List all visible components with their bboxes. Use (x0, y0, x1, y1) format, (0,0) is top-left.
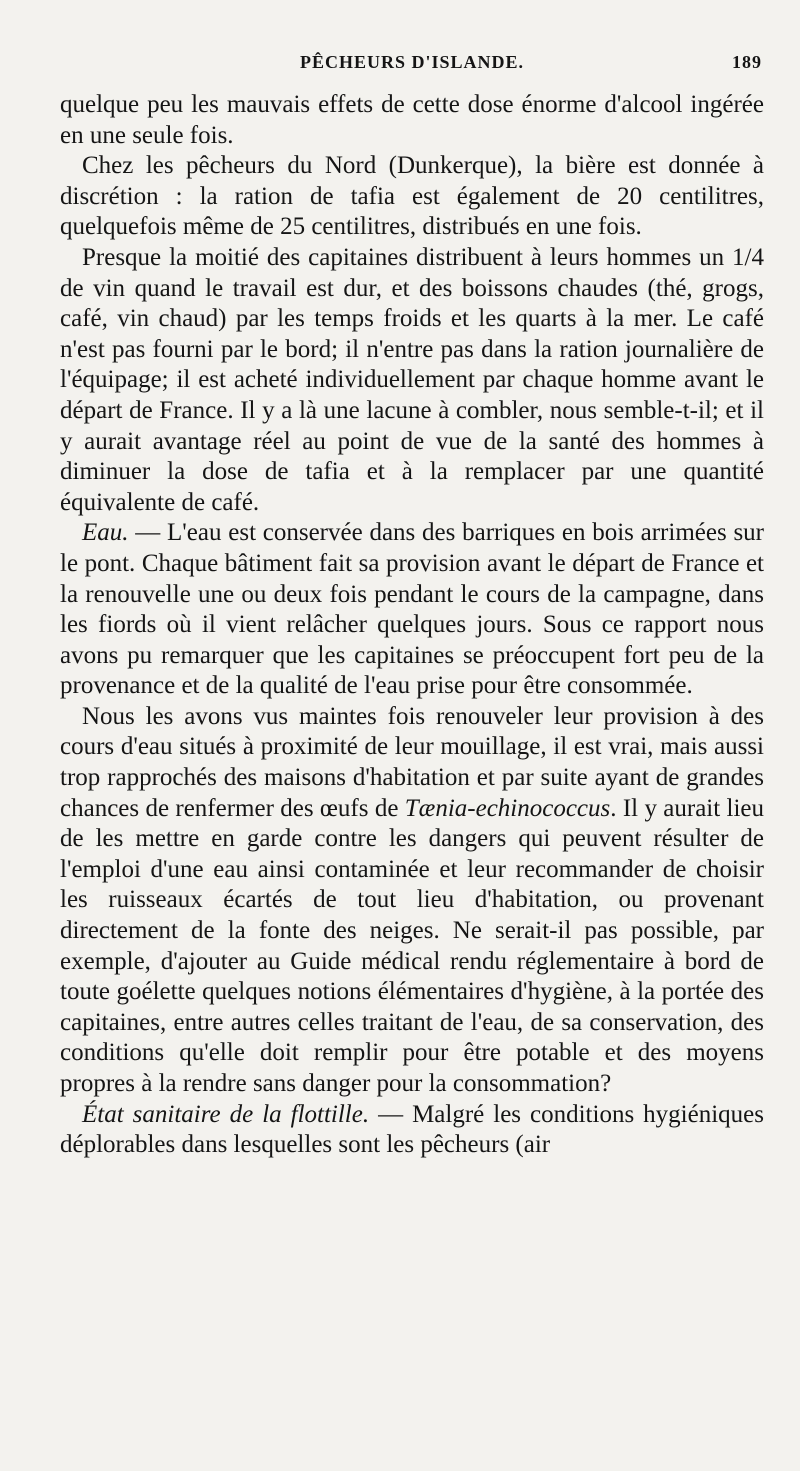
paragraph-captains-drinks: Presque la moitié des capitaines distribuent à leurs hommes un 1/4 de vin quand le travail est dur, et des boissons chaudes (thé, grogs, café, vin chaud) par les temps froids et les quarts à la mer. Le café n'est pas fourni par le bord; il n'entre pas dans la ration journalière de l'équipage; il est acheté individuellement par chaque homme avant le départ de France. Il y a là une lacune à combler, nous semble-t-il; et il y aurait avantage réel au point de vue de la santé des hommes à diminuer la dose de tafia et à la remplacer par une quantité équivalente de café. (60, 243, 764, 516)
species-name: Tænia-echinococcus (404, 794, 611, 822)
page-number: 189 (732, 52, 762, 72)
water-text: — L'eau est conservée dans des barriques en bois arrimées sur le pont. Chaque bâtiment fait sa provision avant le départ de France et la renouvelle une ou deux fois pendant le cours de la campagne, dans les fiords où il vient relâcher quelques jours. Sous ce rapport nous avons pu remarquer que les capitaines se préoccupent fort peu de la provenance et de la qualité de l'eau prise pour être consommée. (60, 519, 764, 700)
sanitary-state-text: — Malgré les conditions hygiéniques déplorables dans lesquelles sont les pêcheurs (air (60, 1100, 764, 1159)
body-text (60, 90, 764, 1161)
paragraph-alcohol-effects: quelque peu les mauvais effets de cette dose énorme d'alcool ingérée en une seule fois. (60, 91, 764, 149)
water-sources-text-end: . Il y aurait lieu de les mettre en garde contre les dangers qui peuvent résulter de l'emploi d'une eau ainsi contaminée et leur recommander de choisir les ruisseaux écartés de tout lieu d'habitation, ou provenant directement de la fonte des neiges. Ne serait-il pas possible, par exemple, d'ajouter au Guide médical rendu réglementaire à bord de toute goélette quelques notions élémentaires d'hygiène, à la portée des capitaines, entre autres celles traitant de l'eau, de sa conservation, des conditions qu'elle doit remplir pour être potable et des moyens propres à la rendre sans danger pour la consommation? (60, 794, 764, 1097)
paragraph-sanitary-state (60, 1100, 764, 1161)
page-header (60, 52, 764, 90)
paragraph-water (60, 518, 764, 702)
paragraph-dunkerque-fishermen: Chez les pêcheurs du Nord (Dunkerque), la bière est donnée à discrétion : la ration de tafia est également de 20 centilitres, quelquefois même de 25 centilitres, distribués en une fois. (60, 152, 764, 241)
running-title: PÊCHEURS D'ISLANDE. (299, 52, 525, 72)
section-label-water: Eau. (82, 519, 129, 547)
paragraph-water-sources (60, 702, 764, 1100)
section-label-sanitary-state: État sanitaire de la flottille. (82, 1100, 370, 1128)
water-sources-text-start: Nous les avons vus maintes fois renouveler leur provision à des cours d'eau situés à proximité de leur mouillage, il est vrai, mais aussi trop rapprochés des maisons d'habitation et par suite ayant de grandes chances de renfermer des œufs de (60, 702, 764, 822)
